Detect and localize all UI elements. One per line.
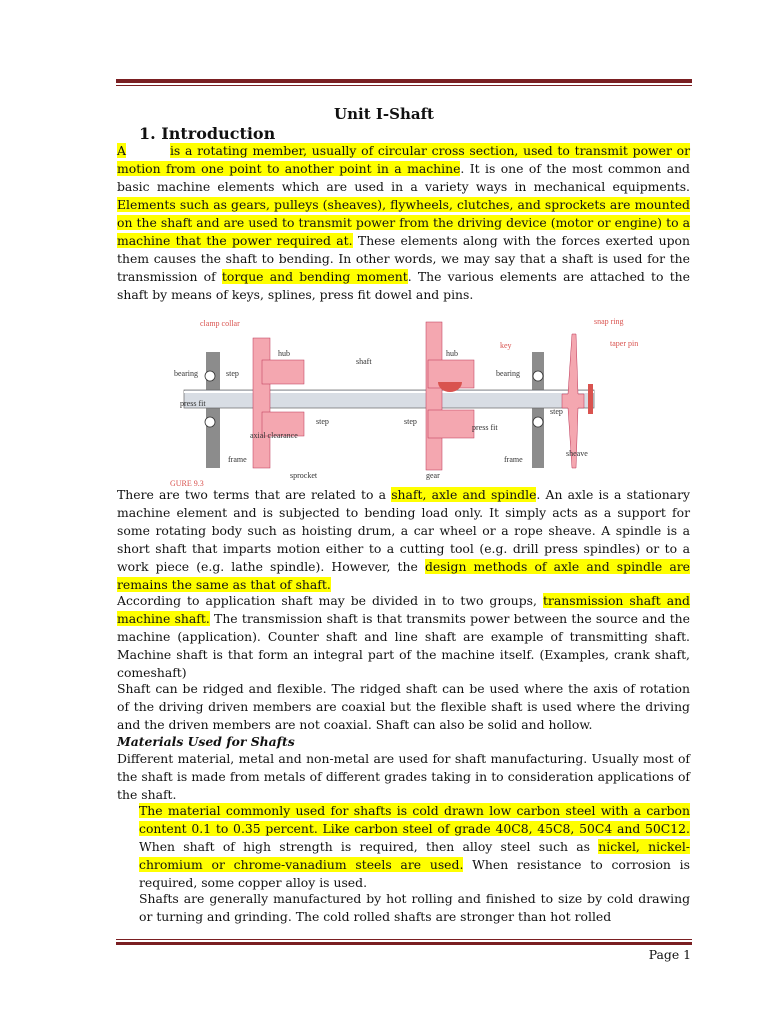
section-heading: 1. Introduction	[139, 124, 276, 143]
intro-paragraph	[117, 142, 690, 304]
materials-intro-paragraph: Different material, metal and non-metal are used for shaft manufacturing. Usually most of the shaft is made from metals of different grades taking in to consideration applications of the shaft.	[117, 751, 690, 802]
axle-text-a: There are two terms that are related to a	[117, 487, 392, 502]
label-key: key	[500, 341, 512, 350]
page-number: Page 1	[648, 947, 691, 962]
label-hub-left: hub	[278, 349, 290, 358]
label-frame-right: frame	[504, 455, 523, 464]
page-title: Unit I-Shaft	[334, 105, 434, 123]
intro-text-c: . It is one of the most common and basic machine elements which are used in a variety ways in mechanical equipments.	[117, 161, 690, 194]
material-highlight-c: nickel, nickel-chromium or chrome-vanadium steels are used.	[139, 839, 690, 872]
label-step-mid2: step	[404, 417, 417, 426]
intro-text-e: These elements along with the forces exerted upon them causes the shaft to bending. In other words, we may say that a shaft is used for the transmission of	[117, 233, 690, 284]
axle-highlight-b: shaft, axle and spindle	[391, 487, 537, 502]
intro-highlight-a: A	[117, 143, 126, 158]
manufacture-paragraph: Shafts are generally manufactured by hot rolling and finished to size by cold drawing or turning and grinding. The cold rolled shafts are stronger than hot rolled	[139, 891, 690, 924]
application-text-a: According to application shaft may be divided in to two groups,	[117, 593, 543, 608]
label-caption-fragment: GURE 9.3	[170, 479, 204, 488]
label-sheave: sheave	[566, 449, 588, 458]
label-press-fit-left: press fit	[180, 399, 206, 408]
frame-left-shape	[206, 352, 220, 468]
label-gear: gear	[426, 471, 440, 480]
material-list-paragraph	[139, 802, 690, 892]
sheave-shape	[562, 334, 584, 468]
materials-heading: Materials Used for Shafts	[117, 734, 295, 749]
label-press-fit-right: press fit	[472, 423, 498, 432]
label-bearing-right: bearing	[496, 369, 520, 378]
application-paragraph	[117, 592, 690, 682]
label-clamp-collar: clamp collar	[200, 319, 240, 328]
label-snap-ring: snap ring	[594, 317, 624, 326]
intro-highlight-b: is a rotating member, usually of circular cross section, used to transmit power or motion from one point to another point in a machine	[117, 143, 690, 176]
shaft-assembly-figure	[170, 312, 640, 488]
label-frame-left: frame	[228, 455, 247, 464]
label-step-right: step	[550, 407, 563, 416]
intro-highlight-f: torque and bending moment	[221, 269, 408, 284]
header-rule-thin	[116, 85, 692, 86]
ridged-paragraph: Shaft can be ridged and flexible. The ridged shaft can be used where the axis of rotation of the driving driven members are coaxial but the flexible shaft is used where the driving and the driven members are not coaxial. Shaft can also be solid and hollow.	[117, 681, 690, 732]
intro-highlight-d: Elements such as gears, pulleys (sheaves), flywheels, clutches, and sprockets are mounted on the shaft and are used to transmit power from the driving device (motor or engine) to a machine that the power required at.	[117, 197, 690, 248]
footer-rule	[116, 942, 692, 945]
axle-text-c: . An axle is a stationary machine element and is subjected to bending load only. It simply acts as a support for some rotating body such as hoisting drum, a car wheel or a rope sheave. A spindle is a short shaft that imparts motion either to a cutting tool (e.g. drill press spindles) or to a work piece (e.g. lathe spindle). However, the	[117, 487, 690, 574]
sprocket-shape	[253, 338, 270, 468]
label-step-mid1: step	[316, 417, 329, 426]
header-rule	[116, 79, 692, 83]
label-step-left: step	[226, 369, 239, 378]
gear-shape	[426, 322, 442, 470]
material-text-d: When resistance to corrosion is required, some copper alloy is used.	[139, 857, 690, 890]
application-text-c: The transmission shaft is that transmits power between the source and the machine (application). Counter shaft and line shaft are example of transmitting shaft. Machine shaft is that form an integral part of the machine itself. (Examples, crank shaft, comeshaft)	[117, 611, 690, 680]
axle-highlight-d: design methods of axle and spindle are remains the same as that of shaft.	[117, 559, 690, 592]
material-highlight-a: The material commonly used for shafts is cold drawn low carbon steel with a carbon content 0.1 to 0.35 percent. Like carbon steel of grade 40C8, 45C8, 50C4 and 50C12.	[139, 803, 690, 836]
label-shaft: shaft	[356, 357, 372, 366]
label-bearing-left: bearing	[174, 369, 198, 378]
frame-right-shape	[532, 352, 544, 468]
material-text-b: When shaft of high strength is required, then alloy steel such as	[139, 839, 599, 854]
axle-paragraph	[117, 486, 690, 594]
footer-rule-thin	[116, 939, 692, 940]
label-hub-right: hub	[446, 349, 458, 358]
label-axial-clearance: axial clearance	[250, 431, 298, 440]
intro-text-g: . The various elements are attached to the shaft by means of keys, splines, press fit dowel and pins.	[117, 269, 690, 302]
application-highlight-b: transmission shaft and machine shaft.	[117, 593, 690, 626]
label-sprocket: sprocket	[290, 471, 318, 480]
label-taper-pin: taper pin	[610, 339, 639, 348]
